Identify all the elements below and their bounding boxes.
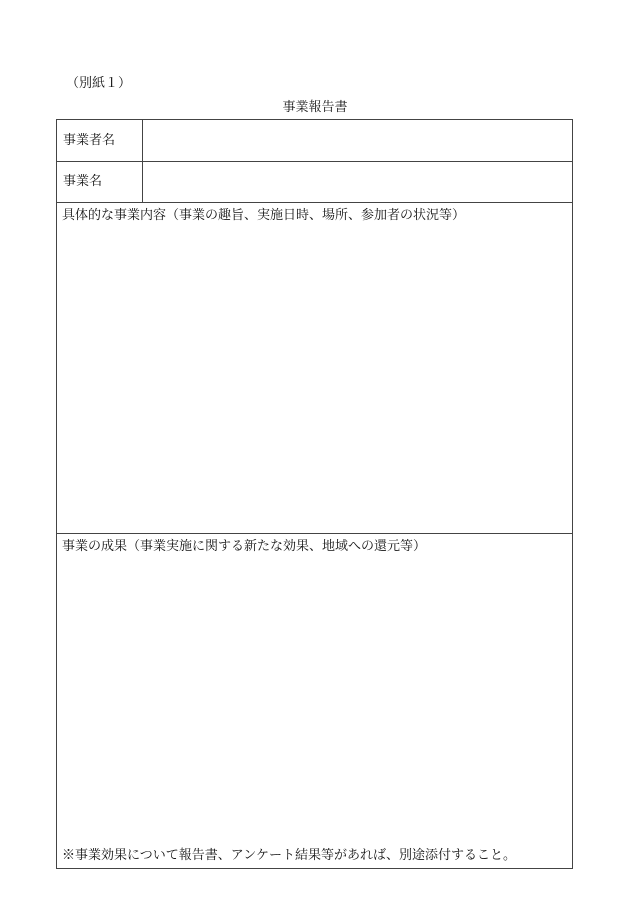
attachment-label: （別紙１） — [66, 76, 132, 91]
operator-name-row — [57, 120, 572, 162]
project-name-row — [57, 162, 572, 203]
project-results-heading: 事業の成果（事業実施に関する新たな効果、地域への還元等） — [62, 539, 427, 554]
attachment-note: ※事業効果について報告書、アンケート結果等があれば、別途添付すること。 — [62, 848, 516, 863]
project-name-label: 事業名 — [57, 162, 143, 202]
report-form — [56, 119, 573, 869]
project-details-heading: 具体的な事業内容（事業の趣旨、実施日時、場所、参加者の状況等） — [62, 208, 466, 223]
project-details-section[interactable] — [57, 203, 572, 534]
project-name-field[interactable] — [143, 162, 572, 202]
project-results-section[interactable] — [57, 534, 572, 868]
operator-name-label: 事業者名 — [57, 120, 143, 161]
project-details-field[interactable] — [62, 229, 567, 528]
document-title: 事業報告書 — [282, 100, 348, 115]
operator-name-field[interactable] — [143, 120, 572, 161]
project-results-field[interactable] — [62, 560, 567, 842]
